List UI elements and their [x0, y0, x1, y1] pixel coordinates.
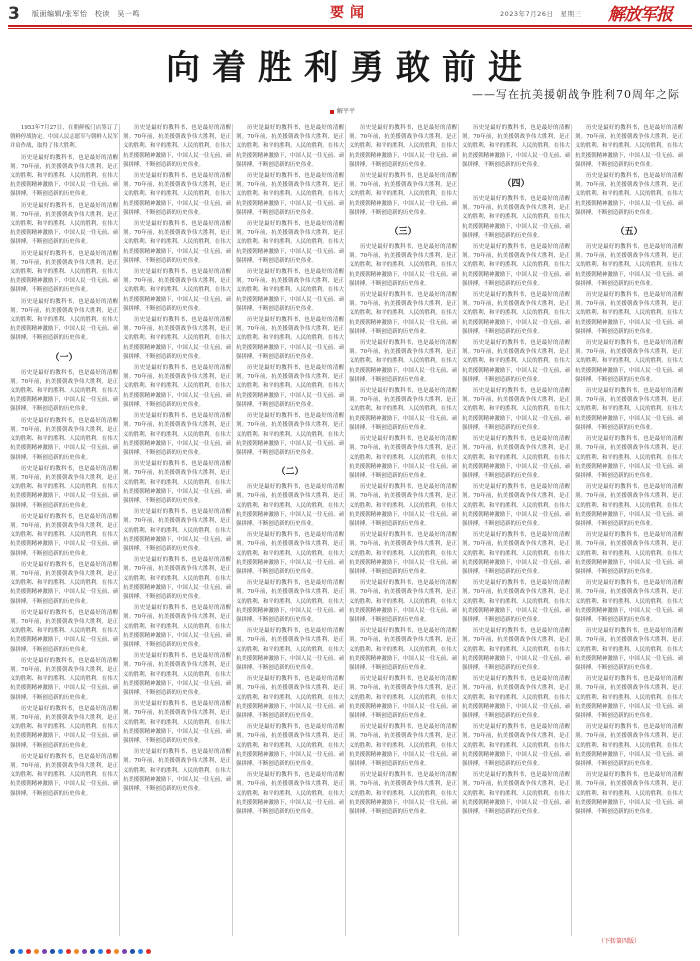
body-paragraph: 历史是最好的教科书，也是最好的清醒剂。70年前，抗美援朝战争伟大胜利，是正义的胜利、和平的胜利、人民的胜利。在伟大抗美援朝精神激励下，中国人民一往无前、顽强拼搏，不断创造新的历史伟业。	[123, 557, 231, 600]
body-paragraph: 历史是最好的教科书，也是最好的清醒剂。70年前，抗美援朝战争伟大胜利，是正义的胜利、和平的胜利、人民的胜利。在伟大抗美援朝精神激励下，中国人民一往无前、顽强拼搏，不断创造新的历史伟业。	[10, 753, 118, 797]
body-paragraph: 历史是最好的教科书，也是最好的清醒剂。70年前，抗美援朝战争伟大胜利，是正义的胜利、和平的胜利、人民的胜利。在伟大抗美援朝精神激励下，中国人民一往无前、顽强拼搏，不断创造新的历史伟业。	[236, 772, 344, 816]
body-paragraph: 历史是最好的教科书，也是最好的清醒剂。70年前，抗美援朝战争伟大胜利，是正义的胜利、和平的胜利、人民的胜利。在伟大抗美援朝精神激励下，中国人民一往无前、顽强拼搏，不断创造新的历史伟业。	[462, 724, 570, 767]
page-number: 3	[8, 4, 20, 24]
body-paragraph: 历史是最好的教科书，也是最好的清醒剂。70年前，抗美援朝战争伟大胜利，是正义的胜利、和平的胜利、人民的胜利。在伟大抗美援朝精神激励下，中国人民一往无前、顽强拼搏，不断创造新的历史伟业。	[10, 561, 118, 605]
body-paragraph: 历史是最好的教科书，也是最好的清醒剂。70年前，抗美援朝战争伟大胜利，是正义的胜利、和平的胜利、人民的胜利。在伟大抗美援朝精神激励下，中国人民一往无前、顽强拼搏，不断创造新的历史伟业。	[575, 772, 683, 816]
body-paragraph: 历史是最好的教科书，也是最好的清醒剂。70年前，抗美援朝战争伟大胜利，是正义的胜利、和平的胜利、人民的胜利。在伟大抗美援朝精神激励下，中国人民一往无前、顽强拼搏，不断创造新的历史伟业。	[123, 221, 231, 264]
body-paragraph: 历史是最好的教科书，也是最好的清醒剂。70年前，抗美援朝战争伟大胜利，是正义的胜利、和平的胜利、人民的胜利。在伟大抗美援朝精神激励下，中国人民一往无前、顽强拼搏，不断创造新的历史伟业。	[123, 461, 231, 504]
body-paragraph: 历史是最好的教科书，也是最好的清醒剂。70年前，抗美援朝战争伟大胜利，是正义的胜利、和平的胜利、人民的胜利。在伟大抗美援朝精神激励下，中国人民一往无前、顽强拼搏，不断创造新的历史伟业。	[123, 749, 231, 793]
footer-dot	[82, 949, 87, 954]
body-paragraph: 历史是最好的教科书，也是最好的清醒剂。70年前，抗美援朝战争伟大胜利，是正义的胜利、和平的胜利、人民的胜利。在伟大抗美援朝精神激励下，中国人民一往无前、顽强拼搏，不断创造新的历史伟业。	[10, 154, 118, 198]
body-paragraph: 历史是最好的教科书，也是最好的清醒剂。70年前，抗美援朝战争伟大胜利，是正义的胜利、和平的胜利、人民的胜利。在伟大抗美援朝精神激励下，中国人民一往无前、顽强拼搏，不断创造新的历史伟业。	[10, 705, 118, 749]
body-paragraph: 历史是最好的教科书，也是最好的清醒剂。70年前，抗美援朝战争伟大胜利，是正义的胜利、和平的胜利、人民的胜利。在伟大抗美援朝精神激励下，中国人民一往无前、顽强拼搏，不断创造新的历史伟业。	[575, 580, 683, 623]
body-paragraph: 历史是最好的教科书，也是最好的清醒剂。70年前，抗美援朝战争伟大胜利，是正义的胜利、和平的胜利、人民的胜利。在伟大抗美援朝精神激励下，中国人民一往无前、顽强拼搏，不断创造新的历史伟业。	[123, 317, 231, 360]
column-divider	[458, 124, 459, 936]
body-paragraph: 历史是最好的教科书，也是最好的清醒剂。70年前，抗美援朝战争伟大胜利，是正义的胜利、和平的胜利、人民的胜利。在伟大抗美援朝精神激励下，中国人民一往无前、顽强拼搏，不断创造新的历史伟业。	[349, 580, 457, 623]
footer-dot	[50, 949, 55, 954]
column-divider	[232, 124, 233, 936]
body-paragraph: 历史是最好的教科书，也是最好的清醒剂。70年前，抗美援朝战争伟大胜利，是正义的胜利、和平的胜利、人民的胜利。在伟大抗美援朝精神激励下，中国人民一往无前、顽强拼搏，不断创造新的历史伟业。	[10, 465, 118, 509]
text-column	[10, 124, 118, 936]
body-paragraph: 历史是最好的教科书，也是最好的清醒剂。70年前，抗美援朝战争伟大胜利，是正义的胜利、和平的胜利、人民的胜利。在伟大抗美援朝精神激励下，中国人民一往无前、顽强拼搏，不断创造新的历史伟业。	[349, 244, 457, 287]
section-heading: （一）	[50, 352, 78, 363]
body-paragraph: 历史是最好的教科书，也是最好的清醒剂。70年前，抗美援朝战争伟大胜利，是正义的胜利、和平的胜利、人民的胜利。在伟大抗美援朝精神激励下，中国人民一往无前、顽强拼搏，不断创造新的历史伟业。	[10, 609, 118, 653]
column-divider	[345, 124, 346, 936]
body-paragraph: 历史是最好的教科书，也是最好的清醒剂。70年前，抗美援朝战争伟大胜利，是正义的胜利、和平的胜利、人民的胜利。在伟大抗美援朝精神激励下，中国人民一往无前、顽强拼搏，不断创造新的历史伟业。	[10, 298, 118, 342]
body-paragraph: 历史是最好的教科书，也是最好的清醒剂。70年前，抗美援朝战争伟大胜利，是正义的胜利、和平的胜利、人民的胜利。在伟大抗美援朝精神激励下，中国人民一往无前、顽强拼搏，不断创造新的历史伟业。	[236, 580, 344, 623]
body-paragraph: 历史是最好的教科书，也是最好的清醒剂。70年前，抗美援朝战争伟大胜利，是正义的胜利、和平的胜利、人民的胜利。在伟大抗美援朝精神激励下，中国人民一往无前、顽强拼搏，不断创造新的历史伟业。	[123, 701, 231, 744]
footer-dot	[34, 949, 39, 954]
body-paragraph: 历史是最好的教科书，也是最好的清醒剂。70年前，抗美援朝战争伟大胜利，是正义的胜利、和平的胜利、人民的胜利。在伟大抗美援朝精神激励下，中国人民一往无前、顽强拼搏，不断创造新的历史伟业。	[462, 244, 570, 287]
body-paragraph: 历史是最好的教科书，也是最好的清醒剂。70年前，抗美援朝战争伟大胜利，是正义的胜利、和平的胜利、人民的胜利。在伟大抗美援朝精神激励下，中国人民一往无前、顽强拼搏，不断创造新的历史伟业。	[236, 173, 344, 216]
article-subhead: ——写在抗美援朝战争胜利70周年之际	[472, 88, 680, 101]
body-paragraph: 历史是最好的教科书，也是最好的清醒剂。70年前，抗美援朝战争伟大胜利，是正义的胜利、和平的胜利、人民的胜利。在伟大抗美援朝精神激励下，中国人民一往无前、顽强拼搏，不断创造新的历史伟业。	[575, 244, 683, 287]
continued-note: （下转第四版）	[598, 938, 641, 945]
body-paragraph: 历史是最好的教科书，也是最好的清醒剂。70年前，抗美援朝战争伟大胜利，是正义的胜利、和平的胜利、人民的胜利。在伟大抗美援朝精神激励下，中国人民一往无前、顽强拼搏，不断创造新的历史伟业。	[10, 202, 118, 246]
body-paragraph: 历史是最好的教科书，也是最好的清醒剂。70年前，抗美援朝战争伟大胜利，是正义的胜利、和平的胜利、人民的胜利。在伟大抗美援朝精神激励下，中国人民一往无前、顽强拼搏，不断创造新的历史伟业。	[10, 250, 118, 294]
body-paragraph: 历史是最好的教科书，也是最好的清醒剂。70年前，抗美援朝战争伟大胜利，是正义的胜利、和平的胜利、人民的胜利。在伟大抗美援朝精神激励下，中国人民一往无前、顽强拼搏，不断创造新的历史伟业。	[236, 413, 344, 456]
section-heading: （二）	[276, 467, 304, 478]
body-paragraph: 历史是最好的教科书，也是最好的清醒剂。70年前，抗美援朝战争伟大胜利，是正义的胜利、和平的胜利、人民的胜利。在伟大抗美援朝精神激励下，中国人民一往无前、顽强拼搏，不断创造新的历史伟业。	[236, 269, 344, 312]
footer-dot	[122, 949, 127, 954]
body-paragraph: 历史是最好的教科书，也是最好的清醒剂。70年前，抗美援朝战争伟大胜利，是正义的胜利、和平的胜利、人民的胜利。在伟大抗美援朝精神激励下，中国人民一往无前、顽强拼搏，不断创造新的历史伟业。	[575, 125, 683, 168]
article-headline: 向着胜利勇敢前进	[166, 48, 534, 88]
footer-dot	[98, 949, 103, 954]
footer-dot	[106, 949, 111, 954]
body-paragraph: 历史是最好的教科书，也是最好的清醒剂。70年前，抗美援朝战争伟大胜利，是正义的胜利、和平的胜利、人民的胜利。在伟大抗美援朝精神激励下，中国人民一往无前、顽强拼搏，不断创造新的历史伟业。	[123, 365, 231, 408]
body-paragraph: 历史是最好的教科书，也是最好的清醒剂。70年前，抗美援朝战争伟大胜利，是正义的胜利、和平的胜利、人民的胜利。在伟大抗美援朝精神激励下，中国人民一往无前、顽强拼搏，不断创造新的历史伟业。	[462, 125, 570, 168]
body-paragraph: 历史是最好的教科书，也是最好的清醒剂。70年前，抗美援朝战争伟大胜利，是正义的胜利、和平的胜利、人民的胜利。在伟大抗美援朝精神激励下，中国人民一往无前、顽强拼搏，不断创造新的历史伟业。	[236, 317, 344, 360]
body-paragraph: 历史是最好的教科书，也是最好的清醒剂。70年前，抗美援朝战争伟大胜利，是正义的胜利、和平的胜利、人民的胜利。在伟大抗美援朝精神激励下，中国人民一往无前、顽强拼搏，不断创造新的历史伟业。	[123, 269, 231, 312]
body-paragraph: 历史是最好的教科书，也是最好的清醒剂。70年前，抗美援朝战争伟大胜利，是正义的胜利、和平的胜利、人民的胜利。在伟大抗美援朝精神激励下，中国人民一往无前、顽强拼搏，不断创造新的历史伟业。	[236, 365, 344, 408]
header-rule	[8, 25, 692, 27]
footer-dot	[66, 949, 71, 954]
body-paragraph: 历史是最好的教科书，也是最好的清醒剂。70年前，抗美援朝战争伟大胜利，是正义的胜利、和平的胜利、人民的胜利。在伟大抗美援朝精神激励下，中国人民一往无前、顽强拼搏，不断创造新的历史伟业。	[349, 388, 457, 431]
body-paragraph: 历史是最好的教科书，也是最好的清醒剂。70年前，抗美援朝战争伟大胜利，是正义的胜利、和平的胜利、人民的胜利。在伟大抗美援朝精神激励下，中国人民一往无前、顽强拼搏，不断创造新的历史伟业。	[462, 580, 570, 623]
body-paragraph: 历史是最好的教科书，也是最好的清醒剂。70年前，抗美援朝战争伟大胜利，是正义的胜利、和平的胜利、人民的胜利。在伟大抗美援朝精神激励下，中国人民一往无前、顽强拼搏，不断创造新的历史伟业。	[349, 340, 457, 383]
body-paragraph: 历史是最好的教科书，也是最好的清醒剂。70年前，抗美援朝战争伟大胜利，是正义的胜利、和平的胜利、人民的胜利。在伟大抗美援朝精神激励下，中国人民一往无前、顽强拼搏，不断创造新的历史伟业。	[123, 509, 231, 552]
body-paragraph: 历史是最好的教科书，也是最好的清醒剂。70年前，抗美援朝战争伟大胜利，是正义的胜利、和平的胜利、人民的胜利。在伟大抗美援朝精神激励下，中国人民一往无前、顽强拼搏，不断创造新的历史伟业。	[575, 532, 683, 575]
body-paragraph: 历史是最好的教科书，也是最好的清醒剂。70年前，抗美援朝战争伟大胜利，是正义的胜利、和平的胜利、人民的胜利。在伟大抗美援朝精神激励下，中国人民一往无前、顽强拼搏，不断创造新的历史伟业。	[10, 513, 118, 557]
footer-dot	[130, 949, 135, 954]
text-column	[575, 124, 683, 936]
footer-dot	[18, 949, 23, 954]
section-title: 要闻	[330, 5, 370, 21]
body-paragraph: 历史是最好的教科书，也是最好的清醒剂。70年前，抗美援朝战争伟大胜利，是正义的胜利、和平的胜利、人民的胜利。在伟大抗美援朝精神激励下，中国人民一往无前、顽强拼搏，不断创造新的历史伟业。	[575, 292, 683, 335]
section-heading: （五）	[615, 227, 643, 238]
body-paragraph: 历史是最好的教科书，也是最好的清醒剂。70年前，抗美援朝战争伟大胜利，是正义的胜利、和平的胜利、人民的胜利。在伟大抗美援朝精神激励下，中国人民一往无前、顽强拼搏，不断创造新的历史伟业。	[123, 413, 231, 456]
newspaper-logo: 解放军报	[608, 5, 672, 25]
body-paragraph: 历史是最好的教科书，也是最好的清醒剂。70年前，抗美援朝战争伟大胜利，是正义的胜利、和平的胜利、人民的胜利。在伟大抗美援朝精神激励下，中国人民一往无前、顽强拼搏，不断创造新的历史伟业。	[349, 436, 457, 479]
body-paragraph: 历史是最好的教科书，也是最好的清醒剂。70年前，抗美援朝战争伟大胜利，是正义的胜利、和平的胜利、人民的胜利。在伟大抗美援朝精神激励下，中国人民一往无前、顽强拼搏，不断创造新的历史伟业。	[349, 724, 457, 767]
column-divider	[119, 124, 120, 936]
footer-dot	[26, 949, 31, 954]
body-paragraph: 历史是最好的教科书，也是最好的清醒剂。70年前，抗美援朝战争伟大胜利，是正义的胜利、和平的胜利、人民的胜利。在伟大抗美援朝精神激励下，中国人民一往无前、顽强拼搏，不断创造新的历史伟业。	[123, 605, 231, 648]
issue-date: 2023年7月26日 星期三	[500, 10, 582, 18]
body-paragraph: 历史是最好的教科书，也是最好的清醒剂。70年前，抗美援朝战争伟大胜利，是正义的胜利、和平的胜利、人民的胜利。在伟大抗美援朝精神激励下，中国人民一往无前、顽强拼搏，不断创造新的历史伟业。	[575, 340, 683, 383]
body-paragraph: 历史是最好的教科书，也是最好的清醒剂。70年前，抗美援朝战争伟大胜利，是正义的胜利、和平的胜利、人民的胜利。在伟大抗美援朝精神激励下，中国人民一往无前、顽强拼搏，不断创造新的历史伟业。	[462, 772, 570, 816]
header-rule-thin	[8, 28, 692, 29]
body-paragraph: 历史是最好的教科书，也是最好的清醒剂。70年前，抗美援朝战争伟大胜利，是正义的胜利、和平的胜利、人民的胜利。在伟大抗美援朝精神激励下，中国人民一往无前、顽强拼搏，不断创造新的历史伟业。	[123, 125, 231, 168]
text-column	[123, 124, 231, 936]
body-paragraph: 历史是最好的教科书，也是最好的清醒剂。70年前，抗美援朝战争伟大胜利，是正义的胜利、和平的胜利、人民的胜利。在伟大抗美援朝精神激励下，中国人民一往无前、顽强拼搏，不断创造新的历史伟业。	[462, 292, 570, 335]
body-paragraph: 历史是最好的教科书，也是最好的清醒剂。70年前，抗美援朝战争伟大胜利，是正义的胜利、和平的胜利、人民的胜利。在伟大抗美援朝精神激励下，中国人民一往无前、顽强拼搏，不断创造新的历史伟业。	[236, 532, 344, 575]
body-paragraph: 历史是最好的教科书，也是最好的清醒剂。70年前，抗美援朝战争伟大胜利，是正义的胜利、和平的胜利、人民的胜利。在伟大抗美援朝精神激励下，中国人民一往无前、顽强拼搏，不断创造新的历史伟业。	[10, 417, 118, 461]
body-paragraph: 历史是最好的教科书，也是最好的清醒剂。70年前，抗美援朝战争伟大胜利，是正义的胜利、和平的胜利、人民的胜利。在伟大抗美援朝精神激励下，中国人民一往无前、顽强拼搏，不断创造新的历史伟业。	[575, 724, 683, 767]
body-paragraph: 1953年7月27日，在朝鲜板门店签订了朝鲜停战协定。中国人民志愿军与朝鲜人民军并肩作战，取得了伟大胜利。	[10, 125, 118, 150]
body-paragraph: 历史是最好的教科书，也是最好的清醒剂。70年前，抗美援朝战争伟大胜利，是正义的胜利、和平的胜利、人民的胜利。在伟大抗美援朝精神激励下，中国人民一往无前、顽强拼搏，不断创造新的历史伟业。	[236, 221, 344, 264]
body-paragraph: 历史是最好的教科书，也是最好的清醒剂。70年前，抗美援朝战争伟大胜利，是正义的胜利、和平的胜利、人民的胜利。在伟大抗美援朝精神激励下，中国人民一往无前、顽强拼搏，不断创造新的历史伟业。	[236, 676, 344, 719]
body-paragraph: 历史是最好的教科书，也是最好的清醒剂。70年前，抗美援朝战争伟大胜利，是正义的胜利、和平的胜利、人民的胜利。在伟大抗美援朝精神激励下，中国人民一往无前、顽强拼搏，不断创造新的历史伟业。	[575, 484, 683, 527]
body-paragraph: 历史是最好的教科书，也是最好的清醒剂。70年前，抗美援朝战争伟大胜利，是正义的胜利、和平的胜利、人民的胜利。在伟大抗美援朝精神激励下，中国人民一往无前、顽强拼搏，不断创造新的历史伟业。	[462, 484, 570, 527]
body-paragraph: 历史是最好的教科书，也是最好的清醒剂。70年前，抗美援朝战争伟大胜利，是正义的胜利、和平的胜利、人民的胜利。在伟大抗美援朝精神激励下，中国人民一往无前、顽强拼搏，不断创造新的历史伟业。	[575, 436, 683, 479]
body-paragraph: 历史是最好的教科书，也是最好的清醒剂。70年前，抗美援朝战争伟大胜利，是正义的胜利、和平的胜利、人民的胜利。在伟大抗美援朝精神激励下，中国人民一往无前、顽强拼搏，不断创造新的历史伟业。	[236, 628, 344, 671]
body-paragraph: 历史是最好的教科书，也是最好的清醒剂。70年前，抗美援朝战争伟大胜利，是正义的胜利、和平的胜利、人民的胜利。在伟大抗美援朝精神激励下，中国人民一往无前、顽强拼搏，不断创造新的历史伟业。	[236, 125, 344, 168]
body-paragraph: 历史是最好的教科书，也是最好的清醒剂。70年前，抗美援朝战争伟大胜利，是正义的胜利、和平的胜利、人民的胜利。在伟大抗美援朝精神激励下，中国人民一往无前、顽强拼搏，不断创造新的历史伟业。	[10, 657, 118, 701]
footer-dot	[74, 949, 79, 954]
body-paragraph: 历史是最好的教科书，也是最好的清醒剂。70年前，抗美援朝战争伟大胜利，是正义的胜利、和平的胜利、人民的胜利。在伟大抗美援朝精神激励下，中国人民一往无前、顽强拼搏，不断创造新的历史伟业。	[575, 173, 683, 216]
editors-line: 版面编辑/张军怡 校读 吴一鸣	[32, 10, 140, 18]
column-divider	[571, 124, 572, 936]
section-heading: （三）	[389, 227, 417, 238]
body-paragraph: 历史是最好的教科书，也是最好的清醒剂。70年前，抗美援朝战争伟大胜利，是正义的胜利、和平的胜利、人民的胜利。在伟大抗美援朝精神激励下，中国人民一往无前、顽强拼搏，不断创造新的历史伟业。	[462, 628, 570, 671]
body-paragraph: 历史是最好的教科书，也是最好的清醒剂。70年前，抗美援朝战争伟大胜利，是正义的胜利、和平的胜利、人民的胜利。在伟大抗美援朝精神激励下，中国人民一往无前、顽强拼搏，不断创造新的历史伟业。	[462, 340, 570, 383]
body-paragraph: 历史是最好的教科书，也是最好的清醒剂。70年前，抗美援朝战争伟大胜利，是正义的胜利、和平的胜利、人民的胜利。在伟大抗美援朝精神激励下，中国人民一往无前、顽强拼搏，不断创造新的历史伟业。	[349, 772, 457, 816]
article-byline: 解平平	[330, 106, 390, 115]
body-paragraph: 历史是最好的教科书，也是最好的清醒剂。70年前，抗美援朝战争伟大胜利，是正义的胜利、和平的胜利、人民的胜利。在伟大抗美援朝精神激励下，中国人民一往无前、顽强拼搏，不断创造新的历史伟业。	[349, 173, 457, 216]
body-paragraph: 历史是最好的教科书，也是最好的清醒剂。70年前，抗美援朝战争伟大胜利，是正义的胜利、和平的胜利、人民的胜利。在伟大抗美援朝精神激励下，中国人民一往无前、顽强拼搏，不断创造新的历史伟业。	[123, 653, 231, 696]
body-paragraph: 历史是最好的教科书，也是最好的清醒剂。70年前，抗美援朝战争伟大胜利，是正义的胜利、和平的胜利、人民的胜利。在伟大抗美援朝精神激励下，中国人民一往无前、顽强拼搏，不断创造新的历史伟业。	[462, 388, 570, 431]
body-paragraph: 历史是最好的教科书，也是最好的清醒剂。70年前，抗美援朝战争伟大胜利，是正义的胜利、和平的胜利、人民的胜利。在伟大抗美援朝精神激励下，中国人民一往无前、顽强拼搏，不断创造新的历史伟业。	[462, 436, 570, 479]
body-paragraph: 历史是最好的教科书，也是最好的清醒剂。70年前，抗美援朝战争伟大胜利，是正义的胜利、和平的胜利、人民的胜利。在伟大抗美援朝精神激励下，中国人民一往无前、顽强拼搏，不断创造新的历史伟业。	[575, 676, 683, 719]
section-heading: （四）	[502, 179, 530, 190]
body-paragraph: 历史是最好的教科书，也是最好的清醒剂。70年前，抗美援朝战争伟大胜利，是正义的胜利、和平的胜利、人民的胜利。在伟大抗美援朝精神激励下，中国人民一往无前、顽强拼搏，不断创造新的历史伟业。	[123, 173, 231, 216]
footer-dot	[138, 949, 143, 954]
footer-dot	[146, 949, 151, 954]
footer-dot	[58, 949, 63, 954]
body-paragraph: 历史是最好的教科书，也是最好的清醒剂。70年前，抗美援朝战争伟大胜利，是正义的胜利、和平的胜利、人民的胜利。在伟大抗美援朝精神激励下，中国人民一往无前、顽强拼搏，不断创造新的历史伟业。	[575, 628, 683, 671]
text-column	[236, 124, 344, 936]
body-paragraph: 历史是最好的教科书，也是最好的清醒剂。70年前，抗美援朝战争伟大胜利，是正义的胜利、和平的胜利、人民的胜利。在伟大抗美援朝精神激励下，中国人民一往无前、顽强拼搏，不断创造新的历史伟业。	[349, 676, 457, 719]
body-paragraph: 历史是最好的教科书，也是最好的清醒剂。70年前，抗美援朝战争伟大胜利，是正义的胜利、和平的胜利、人民的胜利。在伟大抗美援朝精神激励下，中国人民一往无前、顽强拼搏，不断创造新的历史伟业。	[349, 532, 457, 575]
footer-color-dots	[10, 949, 690, 955]
body-paragraph: 历史是最好的教科书，也是最好的清醒剂。70年前，抗美援朝战争伟大胜利，是正义的胜利、和平的胜利、人民的胜利。在伟大抗美援朝精神激励下，中国人民一往无前、顽强拼搏，不断创造新的历史伟业。	[236, 724, 344, 767]
body-paragraph: 历史是最好的教科书，也是最好的清醒剂。70年前，抗美援朝战争伟大胜利，是正义的胜利、和平的胜利、人民的胜利。在伟大抗美援朝精神激励下，中国人民一往无前、顽强拼搏，不断创造新的历史伟业。	[349, 628, 457, 671]
body-paragraph: 历史是最好的教科书，也是最好的清醒剂。70年前，抗美援朝战争伟大胜利，是正义的胜利、和平的胜利、人民的胜利。在伟大抗美援朝精神激励下，中国人民一往无前、顽强拼搏，不断创造新的历史伟业。	[10, 369, 118, 413]
footer-dot	[90, 949, 95, 954]
text-column	[462, 124, 570, 936]
body-paragraph: 历史是最好的教科书，也是最好的清醒剂。70年前，抗美援朝战争伟大胜利，是正义的胜利、和平的胜利、人民的胜利。在伟大抗美援朝精神激励下，中国人民一往无前、顽强拼搏，不断创造新的历史伟业。	[236, 484, 344, 527]
text-column	[349, 124, 457, 936]
footer-dot	[42, 949, 47, 954]
body-paragraph: 历史是最好的教科书，也是最好的清醒剂。70年前，抗美援朝战争伟大胜利，是正义的胜利、和平的胜利、人民的胜利。在伟大抗美援朝精神激励下，中国人民一往无前、顽强拼搏，不断创造新的历史伟业。	[349, 484, 457, 527]
body-paragraph: 历史是最好的教科书，也是最好的清醒剂。70年前，抗美援朝战争伟大胜利，是正义的胜利、和平的胜利、人民的胜利。在伟大抗美援朝精神激励下，中国人民一往无前、顽强拼搏，不断创造新的历史伟业。	[349, 125, 457, 168]
body-paragraph: 历史是最好的教科书，也是最好的清醒剂。70年前，抗美援朝战争伟大胜利，是正义的胜利、和平的胜利、人民的胜利。在伟大抗美援朝精神激励下，中国人民一往无前、顽强拼搏，不断创造新的历史伟业。	[462, 676, 570, 719]
body-paragraph: 历史是最好的教科书，也是最好的清醒剂。70年前，抗美援朝战争伟大胜利，是正义的胜利、和平的胜利、人民的胜利。在伟大抗美援朝精神激励下，中国人民一往无前、顽强拼搏，不断创造新的历史伟业。	[462, 196, 570, 239]
footer-dot	[114, 949, 119, 954]
body-paragraph: 历史是最好的教科书，也是最好的清醒剂。70年前，抗美援朝战争伟大胜利，是正义的胜利、和平的胜利、人民的胜利。在伟大抗美援朝精神激励下，中国人民一往无前、顽强拼搏，不断创造新的历史伟业。	[349, 292, 457, 335]
body-paragraph: 历史是最好的教科书，也是最好的清醒剂。70年前，抗美援朝战争伟大胜利，是正义的胜利、和平的胜利、人民的胜利。在伟大抗美援朝精神激励下，中国人民一往无前、顽强拼搏，不断创造新的历史伟业。	[462, 532, 570, 575]
footer-dot	[10, 949, 15, 954]
body-paragraph: 历史是最好的教科书，也是最好的清醒剂。70年前，抗美援朝战争伟大胜利，是正义的胜利、和平的胜利、人民的胜利。在伟大抗美援朝精神激励下，中国人民一往无前、顽强拼搏，不断创造新的历史伟业。	[575, 388, 683, 431]
